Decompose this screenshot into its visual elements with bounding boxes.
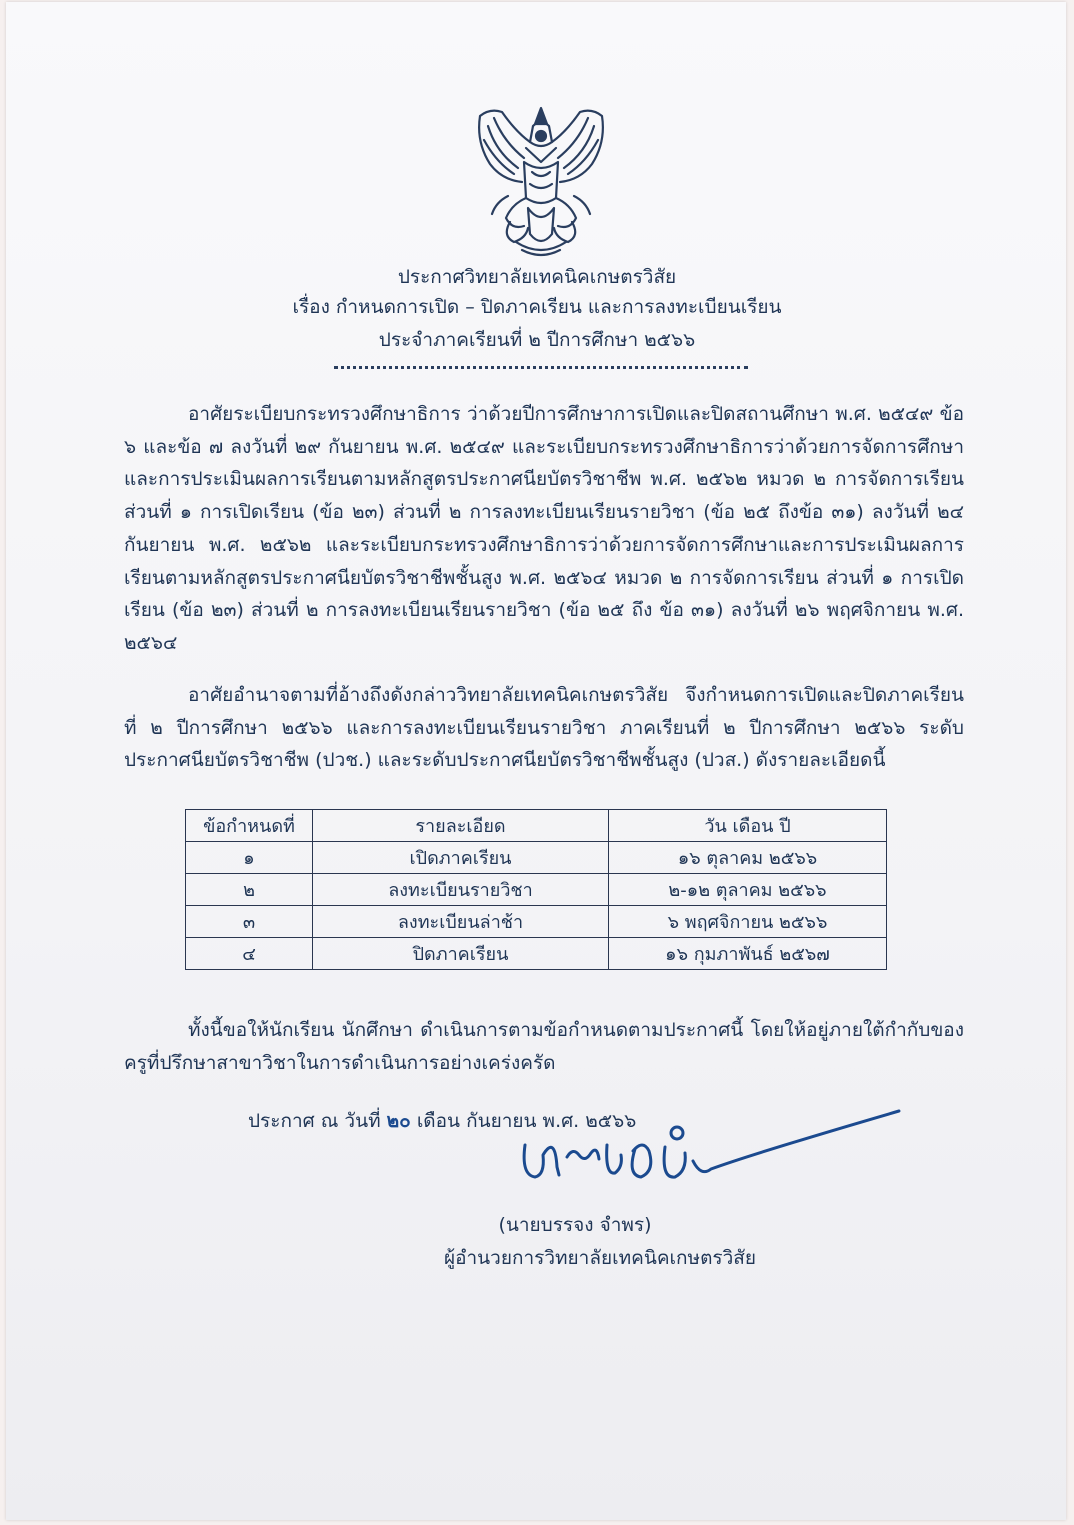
row-number: ๔ bbox=[186, 938, 313, 970]
row-number: ๒ bbox=[186, 874, 313, 906]
signatory-name: (นายบรรจง จำพร) bbox=[498, 1214, 652, 1236]
header-line-1: ประกาศวิทยาลัยเทคนิคเกษตรวิสัย bbox=[397, 266, 677, 288]
paragraph-legal-basis: อาศัยระเบียบกระทรวงศึกษาธิการ ว่าด้วยปีการศึกษาการเปิดและปิดสถานศึกษา พ.ศ. ๒๕๔๙ ข้อ ๖ และข้อ ๗ ลงวันที่ ๒๙ กันยายน พ.ศ. ๒๕๔๙ และระเบียบกระทรวงศึกษาธิการว่าด้วยการจัดการศึกษาและการประเมินผลการเรียนตามหลักสูตรประกาศนียบัตรวิชาชีพ พ.ศ. ๒๕๖๒ หมวด ๒ การจัดการเรียน ส่วนที่ ๑ การเปิดเรียน (ข้อ ๒๓) ส่วนที่ ๒ การลงทะเบียนเรียนรายวิชา (ข้อ ๒๕ ถึงข้อ ๓๑) ลงวันที่ ๒๔ กันยายน พ.ศ. ๒๕๖๒ และระเบียบกระทรวงศึกษาธิการว่าด้วยการจัดการศึกษาและการประเมินผลการเรียนตามหลักสูตรประกาศนียบัตรวิชาชีพชั้นสูง พ.ศ. ๒๕๖๔ หมวด ๒ การจัดการเรียน ส่วนที่ ๑ การเปิดเรียน (ข้อ ๒๓) ส่วนที่ ๒ การลงทะเบียนเรียนรายวิชา (ข้อ ๒๕ ถึง ข้อ ๓๑) ลงวันที่ ๒๖ พฤศจิกายน พ.ศ. ๒๕๖๔ bbox=[124, 403, 964, 654]
row-detail: ปิดภาคเรียน bbox=[313, 938, 609, 970]
director-signature-icon bbox=[515, 1105, 905, 1190]
paragraph-instruction: ทั้งนี้ขอให้นักเรียน นักศึกษา ดำเนินการตามข้อกำหนดตามประกาศนี้ โดยให้อยู่ภายใต้กำกับของครูที่ปรึกษาสาขาวิชาในการดำเนินการอย่างเคร่งครัด bbox=[124, 1019, 964, 1074]
header-divider bbox=[334, 366, 748, 369]
row-detail: ลงทะเบียนรายวิชา bbox=[313, 874, 609, 906]
column-header-item: ข้อกำหนดที่ bbox=[186, 810, 313, 842]
table-row bbox=[186, 874, 887, 906]
signatory-title: ผู้อำนวยการวิทยาลัยเทคนิคเกษตรวิสัย bbox=[443, 1247, 757, 1269]
garuda-emblem-icon bbox=[466, 102, 616, 262]
row-date: ๖ พฤศจิกายน ๒๕๖๖ bbox=[609, 906, 887, 938]
table-row bbox=[186, 938, 887, 970]
column-header-detail: รายละเอียด bbox=[313, 810, 609, 842]
row-date: ๑๖ กุมภาพันธ์ ๒๕๖๗ bbox=[609, 938, 887, 970]
row-number: ๓ bbox=[186, 906, 313, 938]
schedule-table bbox=[185, 809, 887, 970]
row-date: ๑๖ ตุลาคม ๒๕๖๖ bbox=[609, 842, 887, 874]
row-number: ๑ bbox=[186, 842, 313, 874]
paragraph-authority: อาศัยอำนาจตามที่อ้างถึงดังกล่าววิทยาลัยเทคนิคเกษตรวิสัย จึงกำหนดการเปิดและปิดภาคเรียนที่ ๒ ปีการศึกษา ๒๕๖๖ และการลงทะเบียนเรียนรายวิชา ภาคเรียนที่ ๒ ปีการศึกษา ๒๕๖๖ ระดับประกาศนียบัตรวิชาชีพ (ปวช.) และระดับประกาศนียบัตรวิชาชีพชั้นสูง (ปวส.) ดังรายละเอียดนี้ bbox=[124, 684, 964, 772]
table-row bbox=[186, 906, 887, 938]
announce-day: ๒๐ bbox=[386, 1110, 411, 1132]
row-detail: ลงทะเบียนล่าช้า bbox=[313, 906, 609, 938]
announce-prefix: ประกาศ ณ วันที่ bbox=[248, 1110, 381, 1132]
row-detail: เปิดภาคเรียน bbox=[313, 842, 609, 874]
table-header-row bbox=[186, 810, 887, 842]
announce-suffix: เดือน กันยายน พ.ศ. ๒๕๖๖ bbox=[416, 1110, 637, 1132]
row-date: ๒-๑๒ ตุลาคม ๒๕๖๖ bbox=[609, 874, 887, 906]
table-row bbox=[186, 842, 887, 874]
header-line-3: ประจำภาคเรียนที่ ๒ ปีการศึกษา ๒๕๖๖ bbox=[378, 329, 696, 351]
header-line-2: เรื่อง กำหนดการเปิด – ปิดภาคเรียน และการลงทะเบียนเรียน bbox=[292, 296, 782, 318]
column-header-date: วัน เดือน ปี bbox=[609, 810, 887, 842]
